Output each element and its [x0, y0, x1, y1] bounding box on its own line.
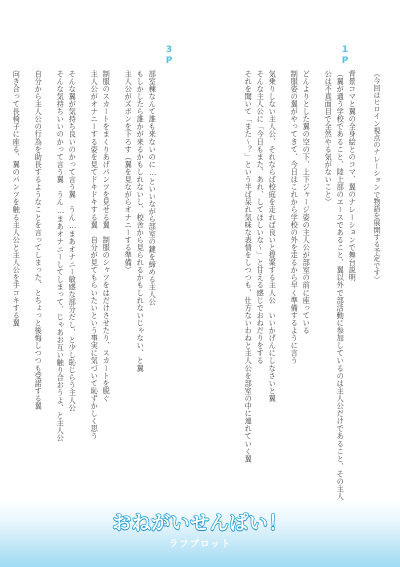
section-1-line: それを聞いて「また～？」という半ば呆れ気味な表情をしつつも、仕方ないわねと主人公を部室の中に連れていく翼 — [244, 70, 254, 463]
section-1-line: 制服姿の翼がやってきて、今日はこれから学校の外を走るから早く準備するように言う — [290, 70, 300, 365]
section-3-line: もしかしたら誰かが来るかもしれないし、校舎から見られるかもしれないじゃない、と翼 — [136, 70, 146, 372]
section-3-line: 部室棟なんて誰も来ないのに…といいながら部室の鍵を締める主人公 — [148, 70, 158, 306]
section-3-line: 制服のスカートをまくりあげパンツを見せる翼 制服のシャツをはだけさせたり、スカートを脱ぐ — [102, 70, 112, 403]
section-1-line: （翼が通う学校であること、陸上部のエースであること、翼以外で部活動に参加しているのは主人公だけであること、その主人 — [336, 70, 346, 501]
section-3-line: 向き合って長椅子に座る、翼のパンツを触る主人公と主人公を手コキする翼 — [12, 70, 22, 327]
section-1-heading: 1P — [340, 45, 350, 67]
section-1-line: 公は不真面目で全然やる気がないこと） — [324, 70, 334, 206]
section-3-line: そんな翼が気持ち良いのかって言う翼 うん…まあオナニー敏感な部分だし、と少し恥じらう主人公 — [68, 70, 78, 412]
section-1-line: 気乗りしない主人公、それならば校庭を走れば良いと提案する主人公 いいかげんにしなさいと翼 — [268, 70, 278, 403]
section-1-line: そんな主人公に「今日もまた、あれ、してほしいな～」と甘える感じでおねだりをする — [256, 70, 266, 365]
section-1-line: 背景コマと翼の全身絵とのコマ、翼のナレーションで舞台説明 — [348, 70, 358, 282]
section-3-line: 自分から主人公の行為を助長するようなことを言ってしまった、とちょっと後悔しつつも受諾する翼 — [34, 70, 44, 410]
section-3-line: 主人公がオナニーする姿を見てドキドキする翼 自分が見てもらいたいという事実に気づいて恥ずかしく思う — [90, 70, 100, 440]
document-subtitle: ラフプロット — [168, 539, 232, 550]
section-1-line: どんよりとした翼の空の下、上下ジャージ姿の主人公が部室の前に座っている — [302, 70, 312, 335]
title-logo: おねがいせんぱい！ — [112, 512, 288, 534]
narration-note: （今回はヒロイン視点のナレーションで物語を展開する予定です） — [371, 70, 380, 283]
section-3-heading: 3P — [164, 45, 174, 67]
section-3-line: そんな気持ちいいのかって言う翼 うん…まあオナニーしてしまって、じゃあお互い触り合おうよ、と主人公 — [56, 70, 66, 442]
section-3-line: 主人公がズボンを下ろす（翼を見ながらオナニーする準備） — [124, 70, 134, 274]
